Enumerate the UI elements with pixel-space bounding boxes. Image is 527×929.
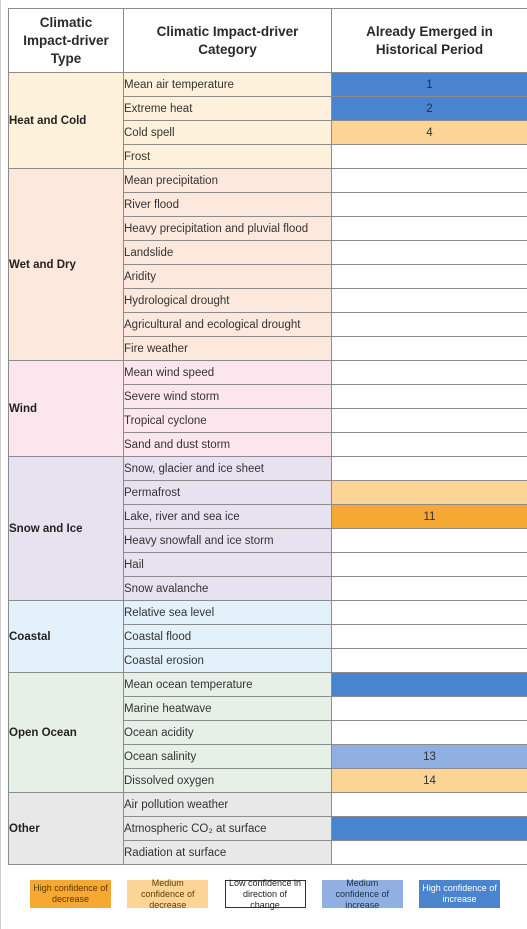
emergence-status-cell bbox=[332, 481, 527, 505]
emergence-status-cell bbox=[332, 721, 527, 745]
driver-category-cell: Mean ocean temperature bbox=[124, 673, 332, 697]
driver-category-cell: Coastal flood bbox=[124, 625, 332, 649]
driver-category-cell: Radiation at surface bbox=[124, 841, 332, 865]
legend-item-low-confidence: Low confidence in direction of change bbox=[225, 880, 306, 908]
emergence-status-cell bbox=[332, 457, 527, 481]
driver-category-cell: Snow avalanche bbox=[124, 577, 332, 601]
driver-category-cell: Snow, glacier and ice sheet bbox=[124, 457, 332, 481]
emergence-status-cell: 2 bbox=[332, 97, 527, 121]
driver-category-cell: Air pollution weather bbox=[124, 793, 332, 817]
table-row bbox=[9, 673, 527, 697]
emergence-status-cell bbox=[332, 409, 527, 433]
emergence-status-cell bbox=[332, 337, 527, 361]
driver-category-cell: Lake, river and sea ice bbox=[124, 505, 332, 529]
driver-category-cell: Cold spell bbox=[124, 121, 332, 145]
legend-item-medium-increase: Medium confidence of increase bbox=[322, 880, 403, 908]
emergence-status-cell bbox=[332, 817, 527, 841]
emergence-status-cell bbox=[332, 529, 527, 553]
driver-category-cell: Agricultural and ecological drought bbox=[124, 313, 332, 337]
driver-category-cell: Mean air temperature bbox=[124, 73, 332, 97]
table-row bbox=[9, 601, 527, 625]
driver-category-cell: Ocean acidity bbox=[124, 721, 332, 745]
table-body bbox=[9, 73, 527, 865]
header-already-emerged: Already Emerged in Historical Period bbox=[332, 9, 527, 73]
driver-type-cell: Heat and Cold bbox=[9, 73, 124, 169]
emergence-status-cell bbox=[332, 601, 527, 625]
driver-type-cell: Wind bbox=[9, 361, 124, 457]
driver-category-cell: Hydrological drought bbox=[124, 289, 332, 313]
driver-category-cell: Extreme heat bbox=[124, 97, 332, 121]
driver-category-cell: Aridity bbox=[124, 265, 332, 289]
driver-category-cell: Relative sea level bbox=[124, 601, 332, 625]
driver-category-cell: Fire weather bbox=[124, 337, 332, 361]
emergence-status-cell bbox=[332, 553, 527, 577]
driver-category-cell: Landslide bbox=[124, 241, 332, 265]
table-row bbox=[9, 793, 527, 817]
driver-category-cell: Frost bbox=[124, 145, 332, 169]
emergence-status-cell bbox=[332, 673, 527, 697]
driver-type-cell: Wet and Dry bbox=[9, 169, 124, 361]
emergence-status-cell: 4 bbox=[332, 121, 527, 145]
driver-category-cell: Hail bbox=[124, 553, 332, 577]
table-header-row bbox=[9, 9, 527, 73]
driver-category-cell: Heavy snowfall and ice storm bbox=[124, 529, 332, 553]
emergence-status-cell: 11 bbox=[332, 505, 527, 529]
header-driver-type: Climatic Impact-driver Type bbox=[9, 9, 124, 73]
emergence-status-cell bbox=[332, 841, 527, 865]
emergence-status-cell bbox=[332, 793, 527, 817]
emergence-status-cell bbox=[332, 577, 527, 601]
emergence-status-cell bbox=[332, 313, 527, 337]
emergence-status-cell bbox=[332, 193, 527, 217]
table-row bbox=[9, 169, 527, 193]
driver-category-cell: Heavy precipitation and pluvial flood bbox=[124, 217, 332, 241]
emergence-status-cell bbox=[332, 625, 527, 649]
driver-category-cell: Coastal erosion bbox=[124, 649, 332, 673]
driver-type-cell: Open Ocean bbox=[9, 673, 124, 793]
driver-category-cell: River flood bbox=[124, 193, 332, 217]
emergence-status-cell bbox=[332, 433, 527, 457]
emergence-status-cell: 14 bbox=[332, 769, 527, 793]
driver-category-cell: Marine heatwave bbox=[124, 697, 332, 721]
table-row bbox=[9, 361, 527, 385]
legend-item-high-increase: High confidence of increase bbox=[419, 880, 500, 908]
emergence-status-cell bbox=[332, 289, 527, 313]
emergence-status-cell bbox=[332, 649, 527, 673]
emergence-status-cell bbox=[332, 169, 527, 193]
emergence-status-cell bbox=[332, 361, 527, 385]
driver-category-cell: Mean precipitation bbox=[124, 169, 332, 193]
driver-type-cell: Other bbox=[9, 793, 124, 865]
climatic-impact-driver-table bbox=[8, 8, 527, 865]
driver-type-cell: Snow and Ice bbox=[9, 457, 124, 601]
emergence-status-cell bbox=[332, 697, 527, 721]
confidence-legend bbox=[30, 877, 500, 910]
legend-item-medium-decrease: Medium confidence of decrease bbox=[127, 880, 208, 908]
emergence-status-cell bbox=[332, 241, 527, 265]
emergence-status-cell bbox=[332, 265, 527, 289]
emergence-status-cell bbox=[332, 217, 527, 241]
driver-type-cell: Coastal bbox=[9, 601, 124, 673]
header-driver-category: Climatic Impact-driver Category bbox=[124, 9, 332, 73]
emergence-status-cell bbox=[332, 145, 527, 169]
driver-category-cell: Sand and dust storm bbox=[124, 433, 332, 457]
driver-category-cell: Dissolved oxygen bbox=[124, 769, 332, 793]
driver-category-cell: Mean wind speed bbox=[124, 361, 332, 385]
legend-item-high-decrease: High confidence of decrease bbox=[30, 880, 111, 908]
table-row bbox=[9, 457, 527, 481]
driver-category-cell: Severe wind storm bbox=[124, 385, 332, 409]
driver-category-cell: Atmospheric CO₂ at surface bbox=[124, 817, 332, 841]
table-row bbox=[9, 73, 527, 97]
driver-category-cell: Tropical cyclone bbox=[124, 409, 332, 433]
driver-category-cell: Permafrost bbox=[124, 481, 332, 505]
emergence-status-cell: 13 bbox=[332, 745, 527, 769]
emergence-status-cell bbox=[332, 385, 527, 409]
driver-category-cell: Ocean salinity bbox=[124, 745, 332, 769]
emergence-status-cell: 1 bbox=[332, 73, 527, 97]
